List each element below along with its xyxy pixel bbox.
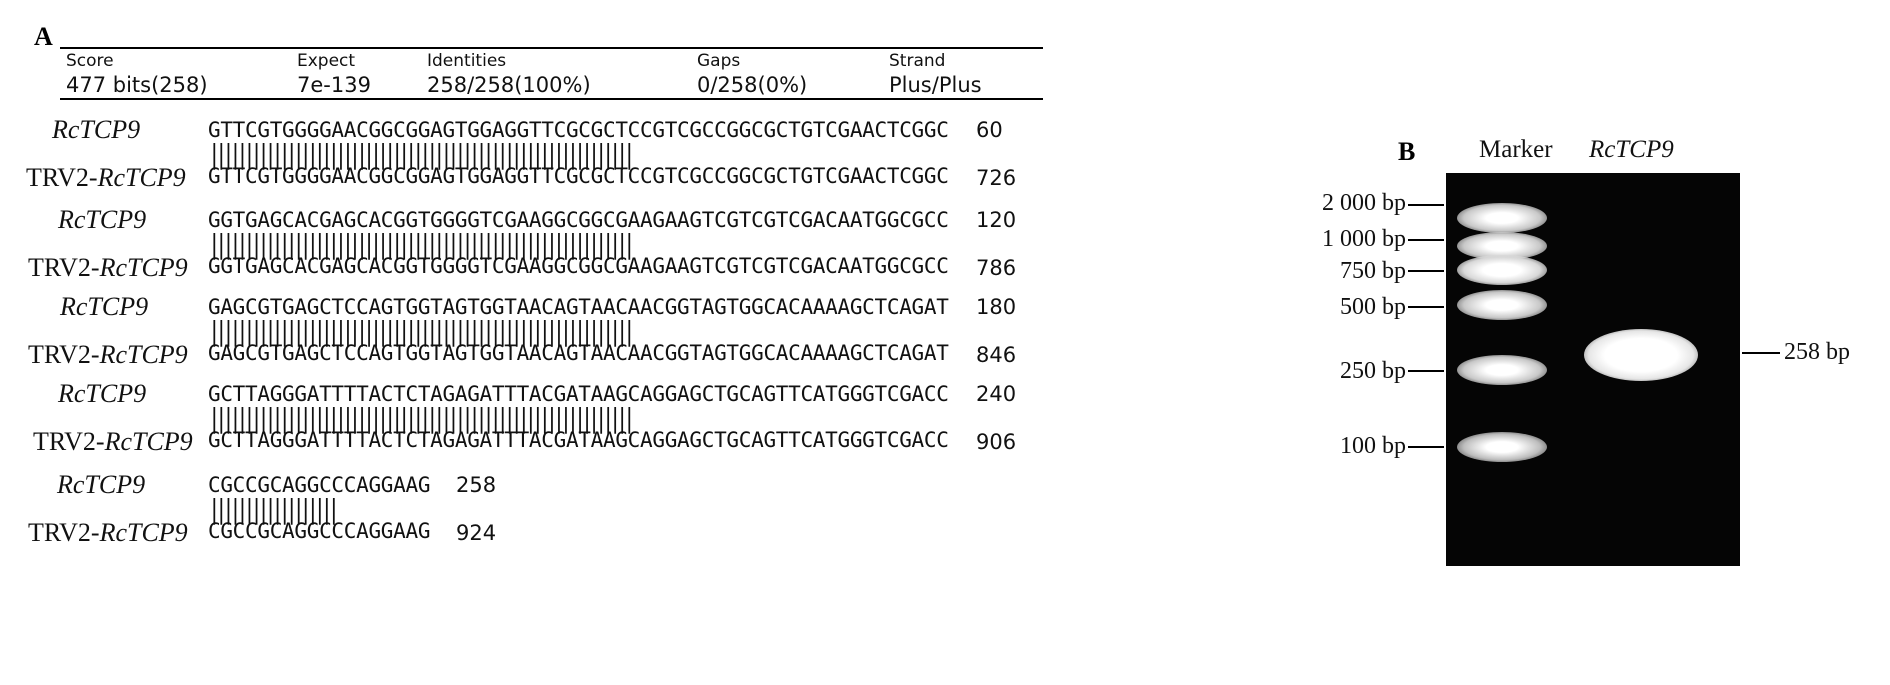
header-value: Plus/Plus (889, 73, 982, 97)
gel-image (1446, 173, 1740, 566)
lane-label-sample: RcTCP9 (1589, 136, 1674, 163)
query-name: RcTCP9 (52, 115, 141, 144)
ladder-tick-1000 (1408, 239, 1444, 241)
match-bars: |||||||||||||||||||||||||||||||||||||||||||||||||||||||||||| (208, 139, 630, 170)
header-label: Score (66, 51, 114, 71)
ladder-band-250 (1457, 355, 1547, 385)
query-name: RcTCP9 (58, 205, 147, 234)
header-value: 258/258(100%) (427, 73, 591, 97)
subject-prefix: TRV2- (28, 340, 100, 369)
ladder-label-750: 750 bp (1340, 258, 1406, 284)
subject-name (26, 163, 186, 193)
product-label: 258 bp (1784, 339, 1850, 365)
product-tick (1742, 352, 1780, 354)
ladder-label-2000: 2 000 bp (1322, 190, 1406, 216)
query-end: 120 (976, 208, 1017, 232)
subject-sequence: GAGCGTGAGCTCCAGTGGTAGTGGTAACAGTAACAACGGTAGTGGCACAAAAGCTCAGAT (208, 341, 949, 365)
subject-sequence: GGTGAGCACGAGCACGGTGGGGTCGAAGGCGGCGAAGAAGTCGTCGTCGACAATGGCGCC (208, 254, 949, 278)
query-name: RcTCP9 (60, 292, 149, 321)
header-label: Identities (427, 51, 507, 71)
subject-name (33, 427, 193, 457)
ladder-tick-2000 (1408, 204, 1444, 206)
ladder-band-100 (1457, 432, 1547, 462)
match-bars: |||||||||||||||||||||||||||||||||||||||||||||||||||||||||||| (208, 316, 630, 347)
subject-name (28, 253, 188, 283)
query-end: 258 (456, 473, 497, 497)
subject-prefix: TRV2- (28, 518, 100, 547)
subject-sequence: CGCCGCAGGCCCAGGAAG (208, 519, 431, 543)
header-bottom-rule (60, 98, 1043, 100)
ladder-tick-750 (1408, 270, 1444, 272)
subject-end: 906 (976, 430, 1017, 454)
ladder-tick-500 (1408, 306, 1444, 308)
query-sequence: GCTTAGGGATTTTACTCTAGAGATTTACGATAAGCAGGAGCTGCAGTTCATGGGTCGACC (208, 382, 949, 406)
panel-a-label: A (34, 22, 53, 51)
ladder-tick-250 (1408, 370, 1444, 372)
match-bars: |||||||||||||||||||||||||||||||||||||||||||||||||||||||||||| (208, 403, 630, 434)
subject-name (28, 518, 188, 548)
query-name: RcTCP9 (57, 470, 146, 499)
subject-gene: RcTCP9 (99, 340, 188, 369)
subject-gene: RcTCP9 (99, 518, 188, 547)
ladder-label-500: 500 bp (1340, 294, 1406, 320)
query-sequence: GGTGAGCACGAGCACGGTGGGGTCGAAGGCGGCGAAGAAGTCGTCGTCGACAATGGCGCC (208, 208, 949, 232)
ladder-band-500 (1457, 290, 1547, 320)
header-label: Expect (297, 51, 356, 71)
panel-b-label: B (1398, 137, 1416, 166)
subject-prefix: TRV2- (33, 427, 105, 456)
ladder-label-250: 250 bp (1340, 358, 1406, 384)
query-sequence: GTTCGTGGGGAACGGCGGAGTGGAGGTTCGCGCTCCGTCGCCGGCGCTGTCGAACTCGGC (208, 118, 949, 142)
ladder-label-1000: 1 000 bp (1322, 226, 1406, 252)
subject-gene: RcTCP9 (104, 427, 193, 456)
subject-end: 786 (976, 256, 1017, 280)
ladder-band-2000 (1457, 203, 1547, 233)
subject-gene: RcTCP9 (97, 163, 186, 192)
match-bars: |||||||||||||||||| (208, 494, 335, 525)
subject-end: 846 (976, 343, 1017, 367)
subject-prefix: TRV2- (26, 163, 98, 192)
subject-name (28, 340, 188, 370)
subject-end: 924 (456, 521, 497, 545)
sample-band-258 (1584, 329, 1698, 381)
header-value: 7e-139 (297, 73, 371, 97)
subject-sequence: GTTCGTGGGGAACGGCGGAGTGGAGGTTCGCGCTCCGTCGCCGGCGCTGTCGAACTCGGC (208, 164, 949, 188)
ladder-band-750 (1457, 255, 1547, 285)
header-top-rule (60, 47, 1043, 49)
lane-label-marker: Marker (1479, 136, 1553, 163)
ladder-tick-100 (1408, 446, 1444, 448)
query-sequence: GAGCGTGAGCTCCAGTGGTAGTGGTAACAGTAACAACGGTAGTGGCACAAAAGCTCAGAT (208, 295, 949, 319)
header-value: 477 bits(258) (66, 73, 208, 97)
query-end: 180 (976, 295, 1017, 319)
subject-prefix: TRV2- (28, 253, 100, 282)
subject-gene: RcTCP9 (99, 253, 188, 282)
match-bars: |||||||||||||||||||||||||||||||||||||||||||||||||||||||||||| (208, 229, 630, 260)
query-name: RcTCP9 (58, 379, 147, 408)
subject-sequence: GCTTAGGGATTTTACTCTAGAGATTTACGATAAGCAGGAGCTGCAGTTCATGGGTCGACC (208, 428, 949, 452)
header-label: Gaps (697, 51, 741, 71)
query-end: 240 (976, 382, 1017, 406)
subject-end: 726 (976, 166, 1017, 190)
query-sequence: CGCCGCAGGCCCAGGAAG (208, 473, 431, 497)
header-label: Strand (889, 51, 946, 71)
header-value: 0/258(0%) (697, 73, 808, 97)
query-end: 60 (976, 118, 1003, 142)
ladder-label-100: 100 bp (1340, 433, 1406, 459)
